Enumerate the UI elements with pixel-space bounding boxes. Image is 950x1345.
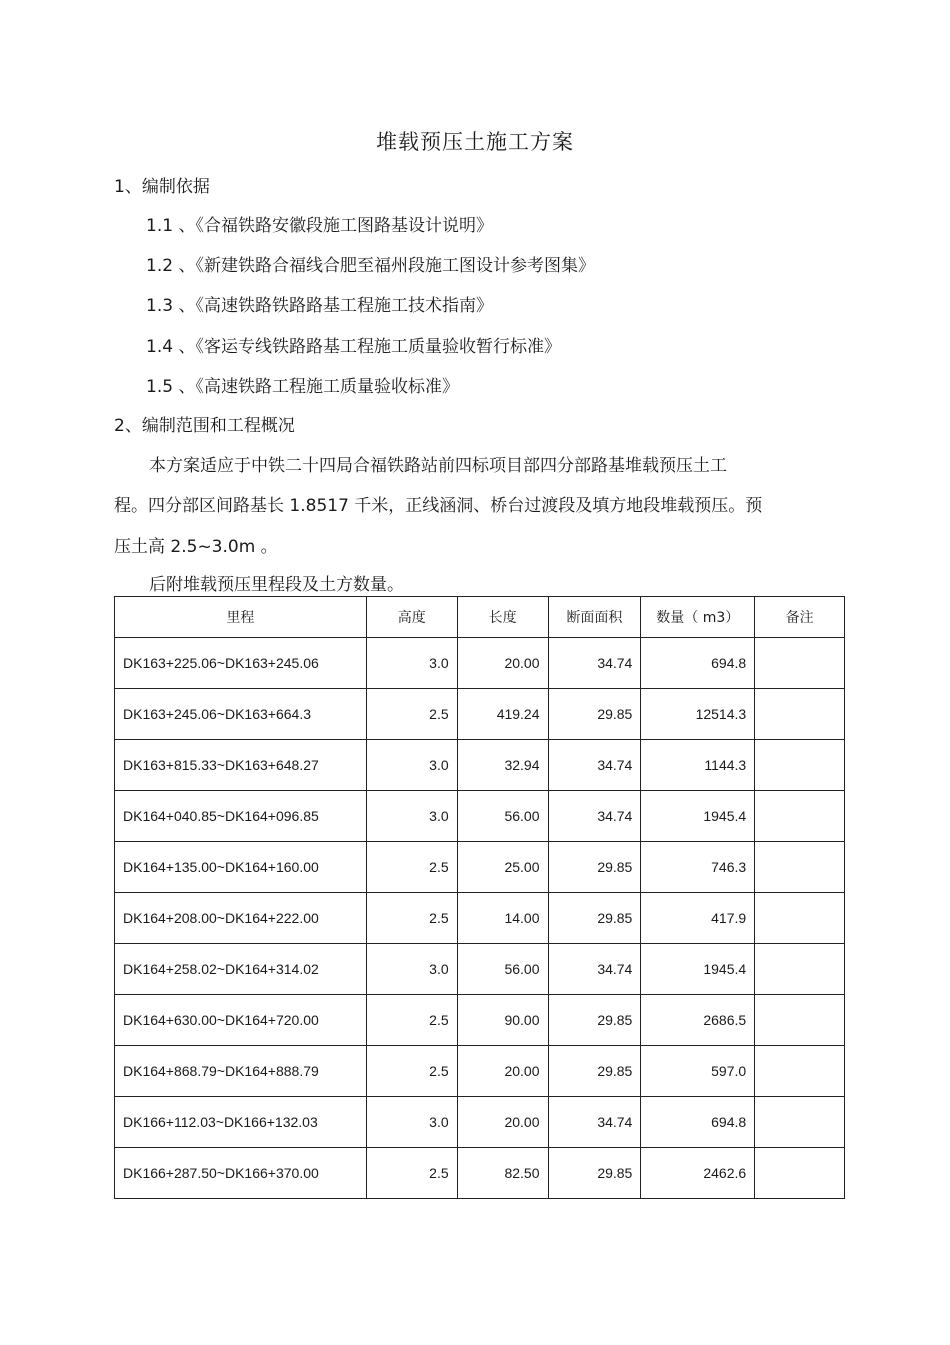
header-quantity: 数量（ m3） <box>641 597 755 638</box>
page-title: 堆载预压土施工方案 <box>376 130 574 154</box>
cell-section-area: 29.85 <box>548 842 641 893</box>
table-row <box>115 842 845 893</box>
cell-remarks <box>755 740 845 791</box>
cell-remarks <box>755 1097 845 1148</box>
cell-remarks <box>755 995 845 1046</box>
cell-mileage: DK164+135.00~DK164+160.00 <box>115 842 367 893</box>
cell-quantity: 2462.6 <box>641 1148 755 1199</box>
cell-section-area: 34.74 <box>548 740 641 791</box>
cell-remarks <box>755 1148 845 1199</box>
cell-length: 56.00 <box>457 791 548 842</box>
preload-quantity-table <box>114 596 845 1199</box>
basis-item-3: 1.3 、《高速铁路铁路路基工程施工技术指南》 <box>146 296 493 316</box>
table-row <box>115 740 845 791</box>
cell-length: 56.00 <box>457 944 548 995</box>
cell-mileage: DK164+630.00~DK164+720.00 <box>115 995 367 1046</box>
cell-quantity: 694.8 <box>641 638 755 689</box>
cell-mileage: DK164+208.00~DK164+222.00 <box>115 893 367 944</box>
cell-remarks <box>755 842 845 893</box>
cell-remarks <box>755 638 845 689</box>
cell-mileage: DK164+258.02~DK164+314.02 <box>115 944 367 995</box>
header-section-area: 断面面积 <box>548 597 641 638</box>
cell-height: 3.0 <box>366 944 457 995</box>
section-heading-basis: 1、编制依据 <box>114 177 210 197</box>
basis-item-4: 1.4 、《客运专线铁路路基工程施工质量验收暂行标准》 <box>146 337 561 357</box>
cell-height: 2.5 <box>366 995 457 1046</box>
cell-remarks <box>755 1046 845 1097</box>
overview-paragraph-line-3: 压土高 2.5~3.0m 。 <box>114 537 278 557</box>
cell-length: 20.00 <box>457 1046 548 1097</box>
cell-mileage: DK166+287.50~DK166+370.00 <box>115 1148 367 1199</box>
cell-quantity: 417.9 <box>641 893 755 944</box>
cell-quantity: 12514.3 <box>641 689 755 740</box>
cell-quantity: 694.8 <box>641 1097 755 1148</box>
table-row <box>115 1097 845 1148</box>
overview-paragraph-line-1: 本方案适应于中铁二十四局合福铁路站前四标项目部四分部路基堆载预压土工 <box>149 456 727 476</box>
header-height: 高度 <box>366 597 457 638</box>
cell-remarks <box>755 791 845 842</box>
section-heading-scope: 2、编制范围和工程概况 <box>114 416 295 436</box>
basis-item-2: 1.2 、《新建铁路合福线合肥至福州段施工图设计参考图集》 <box>146 256 595 276</box>
cell-quantity: 746.3 <box>641 842 755 893</box>
cell-remarks <box>755 944 845 995</box>
cell-height: 3.0 <box>366 740 457 791</box>
overview-paragraph-line-2: 程。四分部区间路基长 1.8517 千米，正线涵洞、桥台过渡段及填方地段堆载预压。预 <box>114 496 763 516</box>
cell-height: 3.0 <box>366 791 457 842</box>
cell-length: 32.94 <box>457 740 548 791</box>
cell-mileage: DK163+225.06~DK163+245.06 <box>115 638 367 689</box>
table-row <box>115 689 845 740</box>
cell-section-area: 34.74 <box>548 638 641 689</box>
cell-section-area: 29.85 <box>548 689 641 740</box>
cell-section-area: 29.85 <box>548 1148 641 1199</box>
cell-quantity: 1144.3 <box>641 740 755 791</box>
cell-mileage: DK163+245.06~DK163+664.3 <box>115 689 367 740</box>
cell-section-area: 34.74 <box>548 1097 641 1148</box>
cell-mileage: DK166+112.03~DK166+132.03 <box>115 1097 367 1148</box>
cell-quantity: 1945.4 <box>641 944 755 995</box>
basis-item-5: 1.5 、《高速铁路工程施工质量验收标准》 <box>146 377 459 397</box>
table-row <box>115 893 845 944</box>
cell-section-area: 34.74 <box>548 944 641 995</box>
table-row <box>115 944 845 995</box>
cell-section-area: 29.85 <box>548 893 641 944</box>
cell-height: 2.5 <box>366 1046 457 1097</box>
cell-length: 25.00 <box>457 842 548 893</box>
cell-height: 2.5 <box>366 1148 457 1199</box>
cell-height: 3.0 <box>366 638 457 689</box>
header-mileage: 里程 <box>115 597 367 638</box>
cell-section-area: 29.85 <box>548 1046 641 1097</box>
table-row <box>115 1046 845 1097</box>
cell-quantity: 597.0 <box>641 1046 755 1097</box>
cell-height: 3.0 <box>366 1097 457 1148</box>
table-row <box>115 995 845 1046</box>
cell-length: 90.00 <box>457 995 548 1046</box>
cell-mileage: DK164+040.85~DK164+096.85 <box>115 791 367 842</box>
cell-section-area: 34.74 <box>548 791 641 842</box>
table-row <box>115 791 845 842</box>
cell-section-area: 29.85 <box>548 995 641 1046</box>
cell-quantity: 1945.4 <box>641 791 755 842</box>
cell-length: 20.00 <box>457 638 548 689</box>
table-row <box>115 638 845 689</box>
cell-mileage: DK164+868.79~DK164+888.79 <box>115 1046 367 1097</box>
cell-quantity: 2686.5 <box>641 995 755 1046</box>
cell-remarks <box>755 893 845 944</box>
cell-length: 14.00 <box>457 893 548 944</box>
cell-mileage: DK163+815.33~DK163+648.27 <box>115 740 367 791</box>
header-remarks: 备注 <box>755 597 845 638</box>
table-intro: 后附堆载预压里程段及土方数量。 <box>149 575 404 595</box>
cell-length: 20.00 <box>457 1097 548 1148</box>
cell-length: 419.24 <box>457 689 548 740</box>
cell-height: 2.5 <box>366 842 457 893</box>
basis-item-1: 1.1 、《合福铁路安徽段施工图路基设计说明》 <box>146 216 493 236</box>
cell-remarks <box>755 689 845 740</box>
header-length: 长度 <box>457 597 548 638</box>
cell-height: 2.5 <box>366 689 457 740</box>
table-header-row <box>115 597 845 638</box>
cell-height: 2.5 <box>366 893 457 944</box>
cell-length: 82.50 <box>457 1148 548 1199</box>
table-row <box>115 1148 845 1199</box>
